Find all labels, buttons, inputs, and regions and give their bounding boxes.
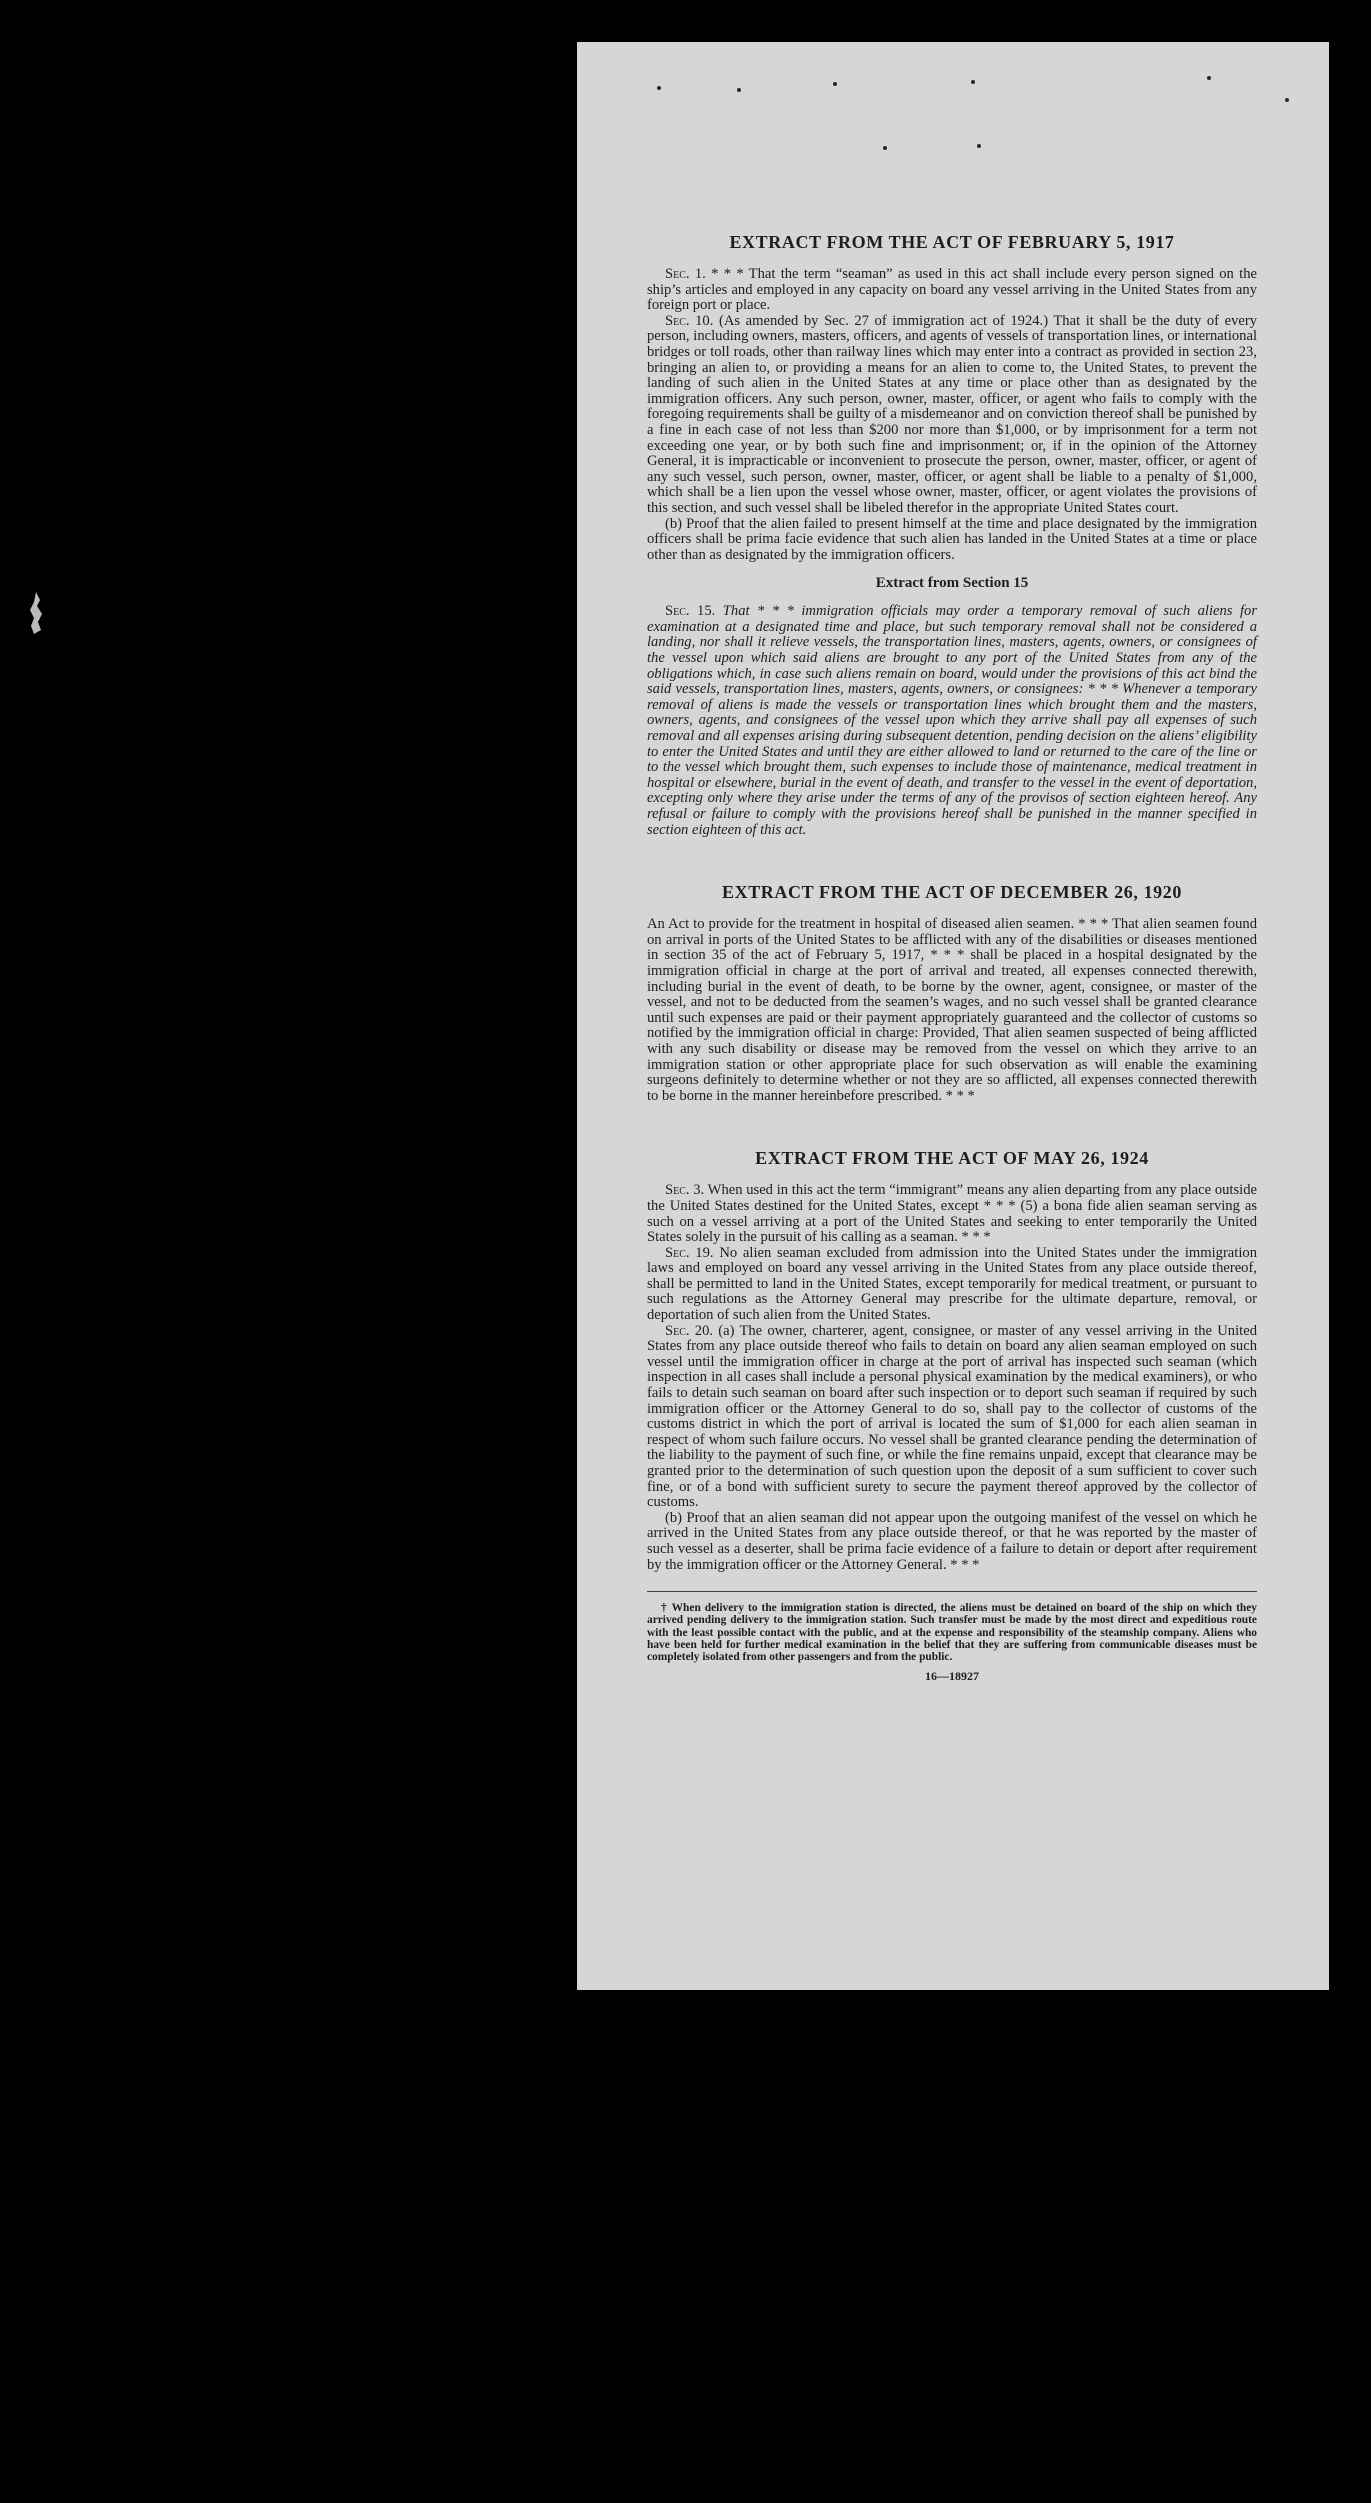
paragraph: Sec. 20. (a) The owner, charterer, agent, consignee, or master of any vessel arriving in the United States from any place outside thereof who fails to detain on board any alien seaman employed on such vessel until the immigration officer in charge at the port of arrival has inspected such seaman (which inspection in all cases shall include a personal physical examination by the medical examiners), or who fails to detain such seaman on board after such inspection or to deport such seaman if required by such immigration officer or the Attorney General to do so, shall pay to the collector of customs of the customs district in which the port of arrival is located the sum of $1,000 for each alien seaman in respect of whom such failure occurs. No vessel shall be granted clearance pending the determination of the liability to the payment of such fine, or while the fine remains unpaid, except that clearance may be granted prior to the determination of such question upon the deposit of a sum sufficient to cover such fine, or of a bond with sufficient surety to secure the payment thereof approved by the collector of customs. bbox=[647, 1322, 1257, 1511]
paragraph: Sec. 3. When used in this act the term “immigrant” means any alien departing from any place outside the United States destined for the United States, except * * * (5) a bona fide alien seaman serving as such on a vessel arriving at a port of the United States and seeking to enter temporarily the United States solely in the pursuit of his calling as a seaman. * * * bbox=[647, 1182, 1257, 1246]
subsection-heading: Extract from Section 15 bbox=[875, 575, 1029, 592]
speck bbox=[971, 80, 975, 84]
speck bbox=[1207, 76, 1211, 80]
paragraph: Sec. 15. That * * * immigration officials may order a temporary removal of such aliens for examination at a designated time and place, but such temporary removal shall not be considered a landing, nor shall it relieve vessels, the transportation lines, masters, agents, owners, or consignees of the vessel upon which said aliens are brought to any port of the United States from any of the obligations which, in case such aliens remain on board, would under the provisions of this act bind the said vessels, transportation lines, masters, agents, owners, or consignees: * * * Whenever a temporary removal of aliens is made the vessels or transportation lines which brought them and the masters, owners, agents, and consignees of the vessel upon which they arrive shall pay all expenses of such removal and all expenses arising during subsequent detention, pending decision on the aliens’ eligibility to enter the United States and until they are either allowed to land or returned to the care of the line or to the vessel which brought them, such expenses to include those of maintenance, medical treatment in hospital or elsewhere, burial in the event of death, and transfer to the vessel in the event of deportation, excepting only where they arise under the terms of any of the provisos of section eighteen hereof. Any refusal or failure to comply with the provisions hereof shall be punished in the manner specified in section eighteen of this act. bbox=[647, 603, 1258, 838]
speck bbox=[883, 146, 887, 150]
speck bbox=[737, 88, 741, 92]
footnote: † When delivery to the immigration station is directed, the aliens must be detained on board of the ship on which they arrived pending delivery to the immigration station. Such transfer must be made by the most direct and expeditious route with the least possible contact with the public, and at the expense and responsibility of the steamship company. Aliens who have been held for further medical examination in the belief that they are suffering from communicable diseases must be completely isolated from other passengers and from the public. bbox=[647, 1602, 1257, 1663]
paragraph: Sec. 10. (As amended by Sec. 27 of immigration act of 1924.) That it shall be the duty of every person, including owners, masters, officers, and agents of vessels of transportation lines, or international bridges or toll roads, other than railway lines which may enter into a contract as provided in section 23, bringing an alien to, or providing a means for an alien to come to, the United States, to prevent the landing of such alien in the United States at any time or place other than as designated by the immigration officers. Any such person, owner, master, officer, or agent who fails to comply with the foregoing requirements shall be guilty of a misdemeanor and on conviction thereof shall be punished by a fine in each case of not less than $200 nor more than $1,000, or by imprisonment for a term not exceeding one year, or by both such fine and imprisonment; or, if in the opinion of the Attorney General, it is impracticable or inconvenient to prosecute the person, owner, master, officer, or agent of any such vessel, such person, owner, master, officer, or agent shall be liable to a penalty of $1,000, which shall be a lien upon the vessel whose owner, master, officer, or agent violates the provisions of this section, and such vessel shall be libeled therefor in the appropriate United States court. bbox=[647, 312, 1257, 516]
speck bbox=[977, 144, 981, 148]
paragraph: (b) Proof that an alien seaman did not appear upon the outgoing manifest of the vessel on which he arrived in the United States from any place outside thereof, or that he was reported by the master of such vessel as a deserter, shall be prima facie evidence of a failure to detain or deport after requirement by the immigration officer or the Attorney General. * * * bbox=[647, 1509, 1257, 1573]
form-number: 16—18927 bbox=[925, 1669, 979, 1684]
section-heading: EXTRACT FROM THE ACT OF DECEMBER 26, 1920 bbox=[722, 882, 1182, 903]
paragraph: An Act to provide for the treatment in hospital of diseased alien seamen. * * * That alien seamen found on arrival in ports of the United States to be afflicted with any of the disabilities or diseases mentioned in section 35 of the act of February 5, 1917, * * * shall be placed in a hospital designated by the immigration official in charge at the port of arrival and treated, all expenses connected therewith, including burial in the event of death, to be borne by the owner, agent, consignee, or master of the vessel, and not to be deducted from the seamen’s wages, and no such vessel shall be granted clearance until such expenses are paid or their payment appropriately guaranteed and the collector of customs so notified by the immigration official in charge: Provided, That alien seamen suspected of being afflicted with any such disability or disease may be removed from the vessel on which they arrive to an immigration station or other appropriate place for such observation as will enable the examining surgeons definitely to determine whether or not they are so afflicted, all expenses connected therewith to be borne in the manner hereinbefore prescribed. * * * bbox=[647, 916, 1257, 1104]
paragraph: Sec. 19. No alien seaman excluded from admission into the United States under the immigration laws and employed on board any vessel arriving in the United States from any place outside thereof, shall be permitted to land in the United States, except temporarily for medical treatment, or pursuant to such regulations as the Attorney General may prescribe for the ultimate departure, removal, or deportation of such alien from the United States. bbox=[647, 1244, 1257, 1324]
footnote-divider bbox=[647, 1591, 1257, 1592]
document-page bbox=[577, 42, 1329, 1990]
paper-scrap bbox=[22, 590, 48, 636]
paragraph: Sec. 1. * * * That the term “seaman” as used in this act shall include every person signed on the ship’s articles and employed in any capacity on board any vessel arriving in the United States from any foreign port or place. bbox=[647, 266, 1257, 314]
paragraph: (b) Proof that the alien failed to present himself at the time and place designated by the immigration officers shall be prima facie evidence that such alien has landed in the United States at a time or place other than as designated by the immigration officers. bbox=[647, 515, 1257, 563]
section-heading: EXTRACT FROM THE ACT OF FEBRUARY 5, 1917 bbox=[729, 232, 1175, 252]
section-heading: EXTRACT FROM THE ACT OF MAY 26, 1924 bbox=[755, 1148, 1149, 1169]
speck bbox=[1285, 98, 1289, 102]
speck bbox=[833, 82, 837, 86]
speck bbox=[657, 86, 661, 90]
